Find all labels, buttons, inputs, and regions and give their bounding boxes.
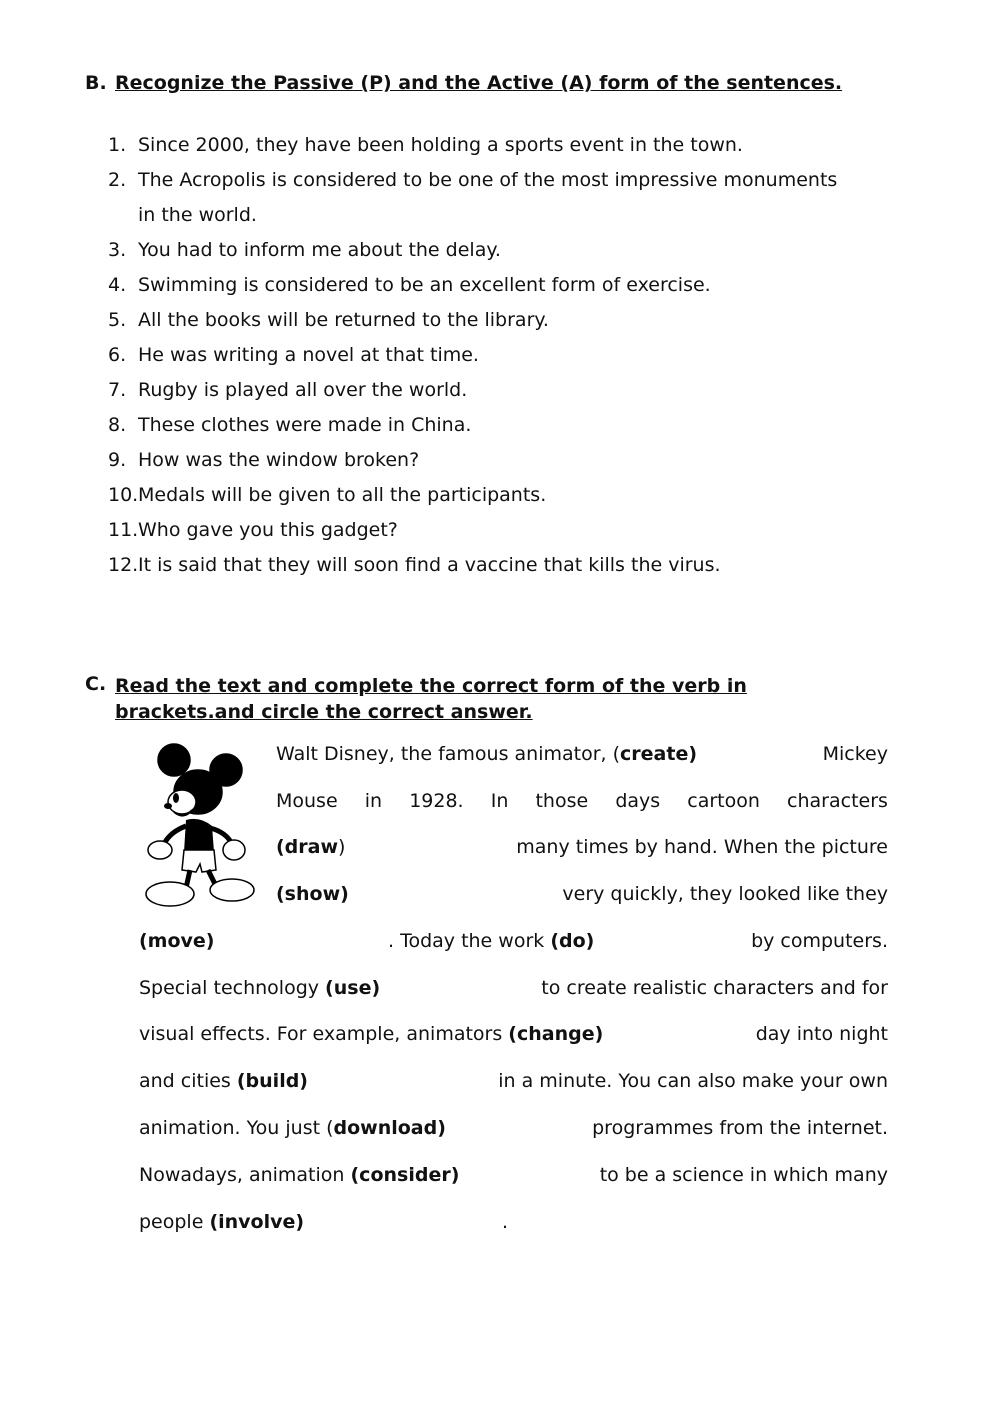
section-b-title: Recognize the Passive (P) and the Active (A) form of the sentences. — [115, 72, 843, 94]
word: cartoon — [687, 790, 760, 812]
item-number: 7. — [108, 379, 127, 401]
verb-prompt: download) — [333, 1117, 446, 1139]
list-item — [108, 519, 398, 541]
shorts — [182, 850, 216, 872]
item-text: You had to inform me about the delay. — [138, 239, 501, 261]
item-text: These clothes were made in China. — [138, 414, 472, 436]
item-number: 2. — [108, 169, 127, 191]
passage-line — [276, 883, 888, 909]
right-shoe — [210, 879, 254, 901]
item-number: 3. — [108, 239, 127, 261]
item-number: 5. — [108, 309, 127, 331]
passage-line — [139, 1023, 888, 1049]
word: 1928. — [409, 790, 464, 812]
verb-prompt: (involve) — [209, 1211, 305, 1233]
verb-prompt: (build) — [236, 1070, 308, 1092]
list-item — [108, 414, 471, 436]
passage-text: in a minute. You can also make your own — [498, 1070, 888, 1092]
item-text: Since 2000, they have been holding a sports event in the town. — [138, 134, 743, 156]
left-ear — [158, 744, 190, 776]
list-item — [108, 344, 479, 366]
item-text: How was the window broken? — [138, 449, 420, 471]
passage-text: by computers. — [751, 930, 888, 952]
item-text: All the books will be returned to the library. — [138, 309, 549, 331]
passage-text: many times by hand. When the picture — [516, 836, 888, 858]
list-item — [108, 134, 743, 156]
item-text: Swimming is considered to be an excellent form of exercise. — [138, 274, 711, 296]
section-b-letter: B. — [85, 72, 107, 94]
item-number: 6. — [108, 344, 127, 366]
passage-line — [276, 836, 888, 862]
word: Mouse — [276, 790, 338, 812]
passage-line — [276, 743, 888, 769]
list-item — [108, 484, 546, 506]
section-b-heading — [85, 72, 885, 98]
item-number: 12. — [108, 554, 139, 576]
list-item — [108, 554, 721, 576]
word: In — [490, 790, 509, 812]
list-item — [108, 449, 419, 471]
passage-text: Nowadays, animation — [139, 1164, 351, 1186]
verb-prompt: (do) — [550, 930, 595, 952]
item-number: 11. — [108, 519, 139, 541]
word: those — [535, 790, 589, 812]
passage-text: to create realistic characters and for — [541, 977, 888, 999]
passage-text: Walt Disney, the famous animator, ( — [276, 743, 621, 765]
passage-line — [139, 977, 888, 1003]
passage-text: Mickey — [822, 743, 888, 765]
item-text: He was writing a novel at that time. — [138, 344, 479, 366]
item-text: Medals will be given to all the participants. — [138, 484, 547, 506]
passage-text: animation. You just ( — [139, 1117, 334, 1139]
verb-prompt: (show) — [276, 883, 349, 905]
item-text: Who gave you this gadget? — [138, 519, 398, 541]
left-shoe — [146, 882, 194, 906]
mickey-mouse-illustration — [140, 740, 258, 910]
item-text: It is said that they will soon find a vaccine that kills the virus. — [138, 554, 721, 576]
list-item — [108, 274, 711, 296]
passage-text: very quickly, they looked like they — [562, 883, 888, 905]
item-text: in the world. — [138, 204, 257, 226]
verb-prompt: (move) — [139, 930, 215, 952]
item-number: 8. — [108, 414, 127, 436]
item-number: 4. — [108, 274, 127, 296]
passage-text: programmes from the internet. — [592, 1117, 888, 1139]
list-item — [108, 379, 467, 401]
list-item-continuation — [138, 204, 257, 226]
word: characters — [787, 790, 888, 812]
list-item — [108, 309, 549, 331]
item-number: 10. — [108, 484, 139, 506]
passage-text: . — [502, 1211, 509, 1233]
passage-text: people — [139, 1211, 210, 1233]
item-number: 1. — [108, 134, 127, 156]
passage-line — [139, 1070, 888, 1096]
passage-line — [139, 1164, 888, 1190]
passage-text: visual effects. For example, animators — [139, 1023, 509, 1045]
word: in — [364, 790, 383, 812]
passage-line — [139, 930, 888, 956]
passage-text: ) — [338, 836, 346, 858]
item-text: Rugby is played all over the world. — [138, 379, 468, 401]
left-glove — [148, 841, 172, 859]
passage-text: . Today the work — [388, 930, 551, 952]
passage-line — [139, 1211, 888, 1237]
section-c-letter: C. — [85, 673, 107, 695]
item-text: The Acropolis is considered to be one of the most impressive monuments — [138, 169, 838, 191]
verb-prompt: (draw — [276, 836, 339, 858]
passage-line — [276, 790, 888, 816]
passage-text: and cities — [139, 1070, 237, 1092]
verb-prompt: (change) — [508, 1023, 604, 1045]
right-glove — [223, 840, 245, 860]
verb-prompt: (consider) — [350, 1164, 460, 1186]
list-item — [108, 169, 837, 191]
list-item — [108, 239, 501, 261]
nose — [164, 803, 172, 809]
word: days — [615, 790, 661, 812]
passage-text: day into night — [755, 1023, 888, 1045]
section-c-heading — [85, 673, 885, 725]
item-number: 9. — [108, 449, 127, 471]
passage-text: Special technology — [139, 977, 326, 999]
passage-line — [139, 1117, 888, 1143]
section-c-title: Read the text and complete the correct form of the verb in brackets.and circle the correct answer. — [115, 675, 747, 723]
verb-prompt: (use) — [325, 977, 381, 999]
passage-text: to be a science in which many — [599, 1164, 888, 1186]
verb-prompt: create) — [620, 743, 698, 765]
